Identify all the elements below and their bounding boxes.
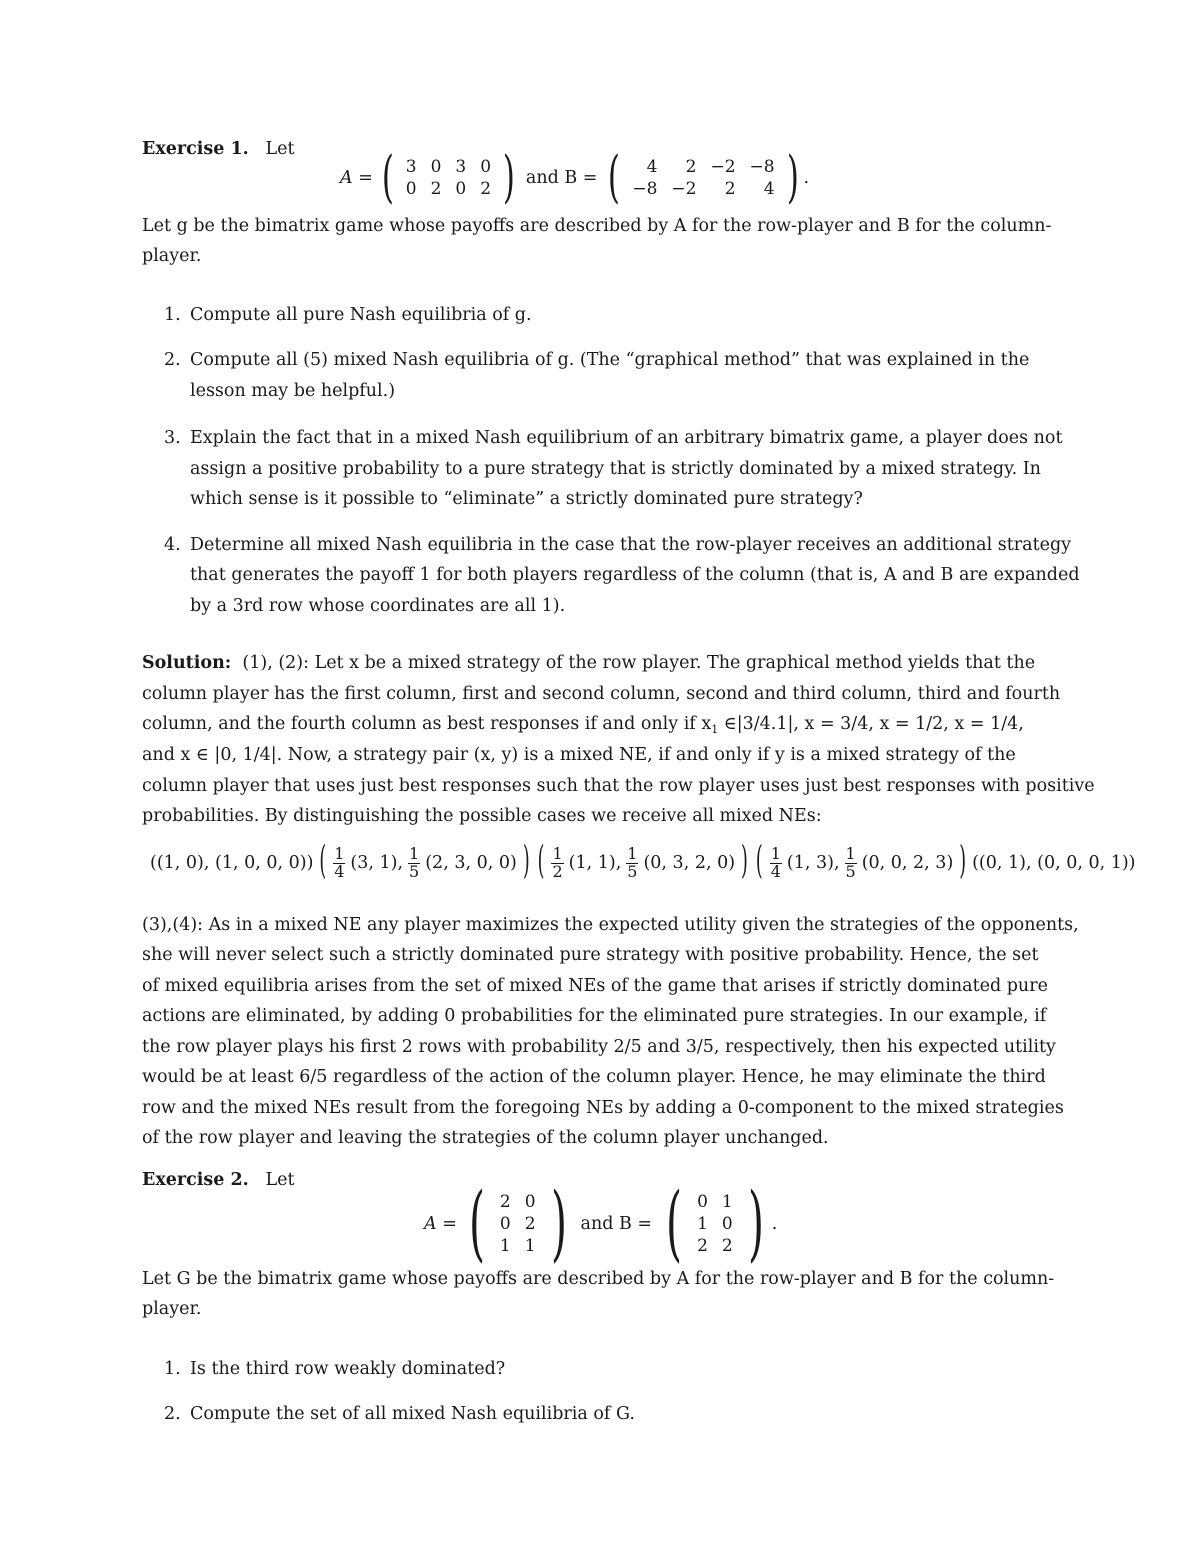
- equilibrium-4-row: (1, 3),: [786, 852, 840, 873]
- item-number: 1.: [164, 1359, 181, 1379]
- exercise-2-desc-1: Let G be the bimatrix game whose payoffs are described by A for the row-player and B for the column-: [142, 1269, 1055, 1289]
- solution-p2-line: of the row player and leaving the strategies of the column player unchanged.: [142, 1128, 829, 1148]
- fraction: [408, 846, 420, 881]
- right-paren: ): [522, 839, 530, 884]
- list-item: [164, 1406, 635, 1424]
- item-text: by a 3rd row whose coordinates are all 1).: [190, 596, 566, 616]
- solution-text: and x ∈ |0, 1/4|. Now, a strategy pair (x, y) is a mixed NE, if and only if y is a mixed strategy of the: [142, 745, 1016, 765]
- equilibrium-3-col: (0, 3, 2, 0): [643, 852, 736, 873]
- denominator: 4: [334, 861, 345, 881]
- equilibrium-1: ((1, 0), (1, 0, 0, 0)): [150, 852, 314, 873]
- exercise-1-desc-2: player.: [142, 246, 202, 266]
- item-text: which sense is it possible to “eliminate” a strictly dominated pure strategy?: [190, 489, 863, 509]
- item-text: Is the third row weakly dominated?: [190, 1359, 506, 1379]
- b-cell: 2: [697, 1236, 708, 1256]
- left-paren: (: [537, 839, 545, 884]
- item-number: 3.: [164, 428, 181, 448]
- exercise-1-heading: Exercise 1.: [142, 139, 249, 159]
- equilibrium-2-row: (3, 1),: [350, 852, 404, 873]
- item-number: 2.: [164, 350, 181, 370]
- solution-text: column player has the first column, first and second column, second and third column, third and fourth: [142, 684, 1061, 704]
- matrix-b: [690, 1191, 740, 1257]
- exercise-1-intro: [142, 141, 295, 159]
- solution-text-line-3: [142, 716, 1024, 735]
- b-cell: 2: [685, 157, 697, 177]
- a-cell: 3: [405, 157, 417, 177]
- item-text: that generates the payoff 1 for both players regardless of the column (that is, A and B are expanded: [190, 565, 1080, 585]
- right-paren: ): [502, 145, 515, 210]
- left-paren: (: [381, 145, 394, 210]
- equilibrium-5: ((0, 1), (0, 0, 0, 1)): [972, 852, 1136, 873]
- solution-text: probabilities. By distinguishing the possible cases we receive all mixed NEs:: [142, 806, 822, 826]
- fraction: [333, 846, 345, 881]
- b-cell: 4: [646, 157, 658, 177]
- exercise-2-let: Let: [265, 1170, 295, 1190]
- b-cell: 0: [697, 1192, 708, 1212]
- denominator: 5: [627, 861, 638, 881]
- exercise-1-matrices: [340, 145, 810, 210]
- period: .: [803, 168, 810, 188]
- fraction: [845, 846, 857, 881]
- solution-text: (1), (2): Let x be a mixed strategy of the row player. The graphical method yields that the: [242, 653, 1036, 673]
- b-cell: −8: [749, 157, 775, 177]
- equilibria-list: [150, 839, 1136, 884]
- right-paren: ): [741, 839, 748, 884]
- b-cell: 1: [721, 1192, 733, 1212]
- item-text: lesson may be helpful.): [190, 381, 396, 401]
- left-paren: (: [755, 839, 763, 884]
- solution-p2-line: she will never select such a strictly dominated pure strategy with positive probability. Hence, the set: [142, 945, 1039, 965]
- right-paren: ): [959, 839, 967, 884]
- a-cell: 0: [480, 157, 492, 177]
- a-cell: 1: [524, 1236, 536, 1256]
- exercise-2-matrices: [424, 1176, 778, 1271]
- denominator: 5: [409, 861, 420, 881]
- item-number: 1.: [164, 305, 181, 325]
- left-paren: (: [666, 1176, 683, 1271]
- matrix-b: [625, 156, 781, 200]
- exercise-1-let: Let: [265, 139, 295, 159]
- solution-p2-line: of mixed equilibria arises from the set of mixed NEs of the game that arises if strictly dominated pure: [142, 976, 1048, 996]
- matrix-a: [493, 1191, 543, 1257]
- numerator: 1: [409, 844, 420, 863]
- item-text: Determine all mixed Nash equilibria in the case that the row-player receives an additional strategy: [190, 535, 1072, 555]
- solution-p2-line: actions are eliminated, by adding 0 probabilities for the eliminated pure strategies. In our example, if: [142, 1006, 1047, 1026]
- item-number: 4.: [164, 535, 181, 555]
- left-paren: (: [608, 145, 621, 210]
- exercise-1-desc-1: Let g be the bimatrix game whose payoffs are described by A for the row-player and B for the column-: [142, 216, 1052, 236]
- a-cell: 1: [499, 1236, 511, 1256]
- period: .: [771, 1214, 778, 1234]
- list-item: [164, 307, 532, 325]
- a-cell: 2: [524, 1214, 536, 1234]
- left-paren: (: [319, 839, 327, 884]
- solution-text: ∈|3/4.1|, x = 3/4, x = 1/2, x = 1/4,: [723, 714, 1024, 734]
- b-cell: 4: [763, 179, 775, 199]
- numerator: 1: [770, 844, 781, 863]
- numerator: 1: [552, 844, 563, 863]
- right-paren: ): [550, 1176, 567, 1271]
- fraction: [626, 846, 638, 881]
- solution-p2-line: (3),(4): As in a mixed NE any player maximizes the expected utility given the strategies of the opponents,: [142, 915, 1079, 935]
- matrix-b-label: and B =: [525, 168, 598, 188]
- list-item: [164, 1361, 505, 1379]
- right-paren: ): [747, 1176, 764, 1271]
- item-number: 2.: [164, 1404, 181, 1424]
- equilibrium-4-col: (0, 0, 2, 3): [861, 852, 954, 873]
- solution-heading: Solution:: [142, 653, 232, 673]
- left-paren: (: [468, 1176, 485, 1271]
- a-cell: 2: [499, 1192, 511, 1212]
- numerator: 1: [845, 844, 856, 863]
- a-cell: 0: [455, 179, 467, 199]
- fraction: [770, 846, 782, 881]
- b-cell: −2: [710, 157, 736, 177]
- a-cell: 3: [455, 157, 467, 177]
- item-text: Compute all (5) mixed Nash equilibria of g. (The “graphical method” that was explained in the: [190, 350, 1030, 370]
- solution-p2-line: row and the mixed NEs result from the foregoing NEs by adding a 0-component to the mixed strategies: [142, 1098, 1064, 1118]
- equilibrium-3-row: (1, 1),: [568, 852, 622, 873]
- b-cell: 1: [697, 1214, 708, 1234]
- item-text: Compute all pure Nash equilibria of g.: [190, 305, 532, 325]
- b-cell: −8: [632, 179, 658, 199]
- denominator: 2: [552, 861, 563, 881]
- right-paren: ): [786, 145, 799, 210]
- solution-line-1: [142, 655, 1035, 673]
- list-item: [164, 430, 1062, 448]
- subscript: 1: [711, 723, 719, 736]
- fraction: [551, 846, 563, 881]
- numerator: 1: [334, 844, 345, 863]
- a-cell: 2: [430, 179, 442, 199]
- denominator: 5: [845, 861, 856, 881]
- denominator: 4: [770, 861, 781, 881]
- a-cell: 0: [499, 1214, 511, 1234]
- matrix-a-label: A =: [424, 1214, 457, 1234]
- solution-text: column, and the fourth column as best responses if and only if x: [142, 714, 712, 734]
- b-cell: 2: [721, 1236, 733, 1256]
- equilibrium-2-col: (2, 3, 0, 0): [425, 852, 517, 873]
- solution-text: column player that uses just best responses such that the row player uses just best responses with positive: [142, 776, 1095, 796]
- matrix-a-label: A =: [340, 168, 373, 188]
- b-cell: −2: [671, 179, 697, 199]
- item-text: assign a positive probability to a pure strategy that is strictly dominated by a mixed strategy. In: [190, 459, 1041, 479]
- list-item: [164, 352, 1029, 370]
- item-text: Explain the fact that in a mixed Nash equilibrium of an arbitrary bimatrix game, a player does not: [190, 428, 1063, 448]
- a-cell: 2: [480, 179, 492, 199]
- solution-p2-line: would be at least 6/5 regardless of the action of the column player. Hence, he may eliminate the third: [142, 1067, 1046, 1087]
- a-cell: 0: [405, 179, 417, 199]
- solution-p2-line: the row player plays his first 2 rows with probability 2/5 and 3/5, respectively, then his expected utility: [142, 1037, 1056, 1057]
- exercise-2-desc-2: player.: [142, 1299, 202, 1319]
- matrix-b-label: and B =: [580, 1214, 653, 1234]
- list-item: [164, 537, 1071, 555]
- exercise-2-intro: [142, 1172, 295, 1190]
- b-cell: 2: [724, 179, 736, 199]
- numerator: 1: [627, 844, 638, 863]
- exercise-2-heading: Exercise 2.: [142, 1170, 249, 1190]
- matrix-a: [399, 156, 498, 200]
- a-cell: 0: [430, 157, 442, 177]
- item-text: Compute the set of all mixed Nash equilibria of G.: [190, 1404, 635, 1424]
- b-cell: 0: [721, 1214, 733, 1234]
- a-cell: 0: [524, 1192, 536, 1212]
